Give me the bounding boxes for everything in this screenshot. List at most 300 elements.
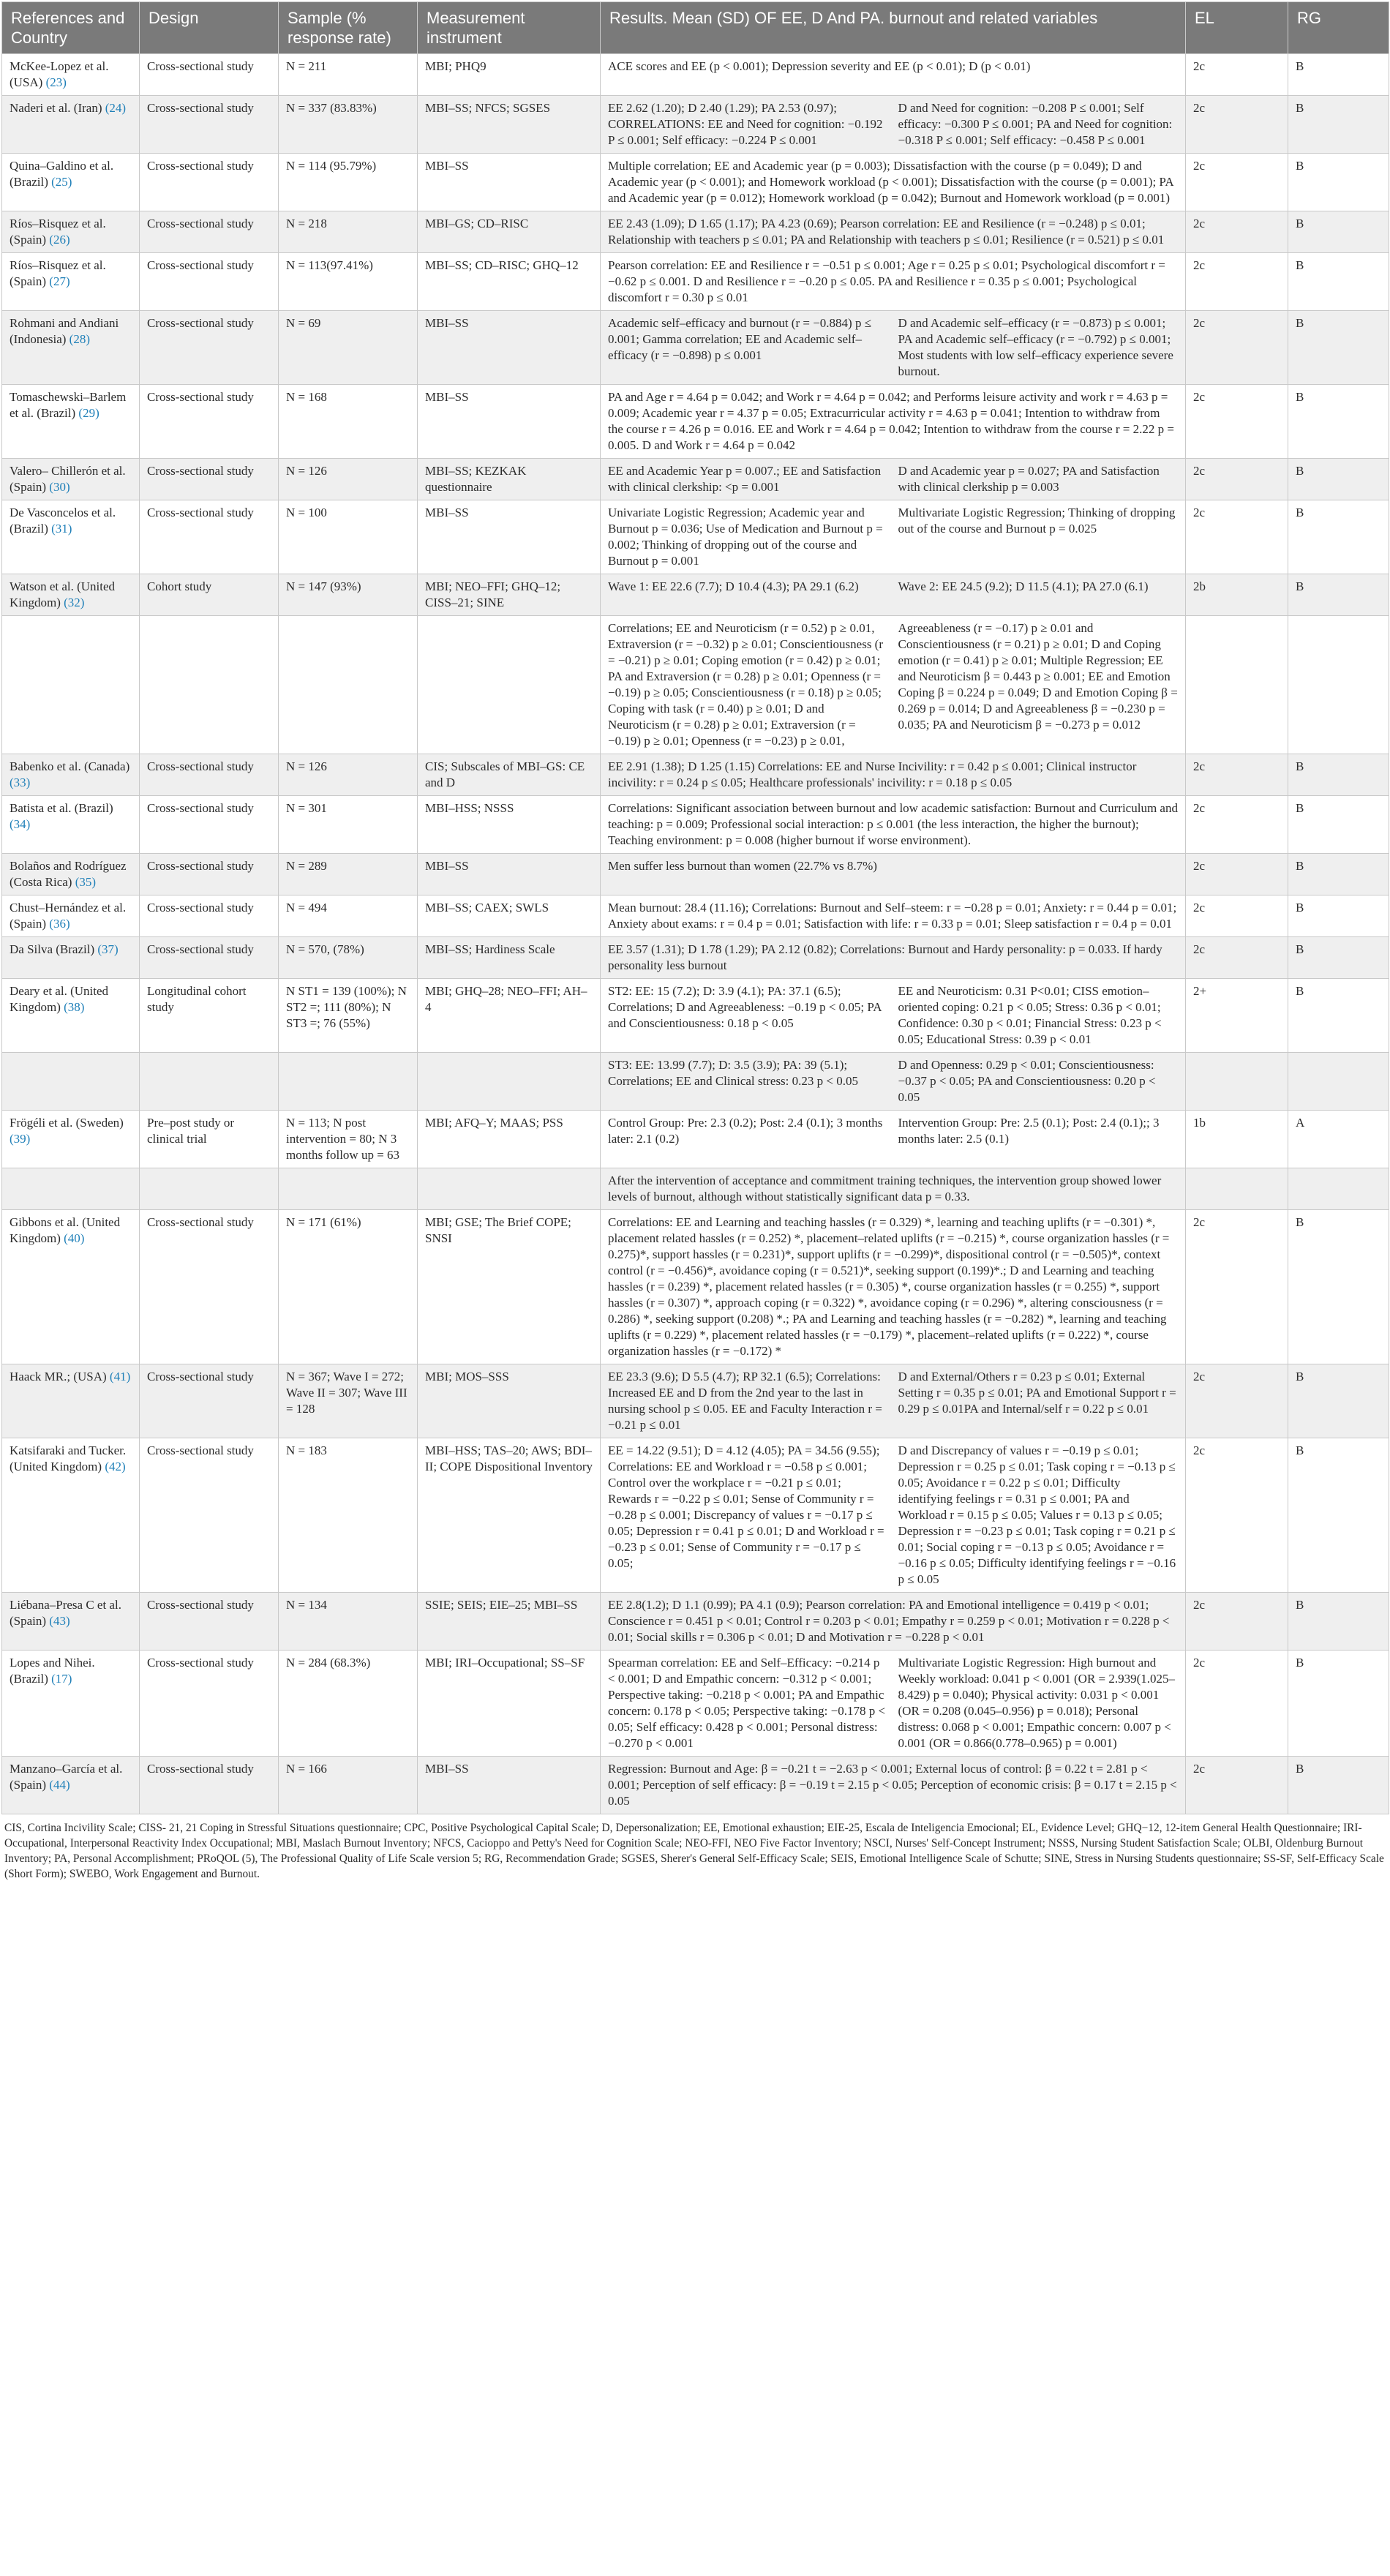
results-right: D and Need for cognition: −0.208 P ≤ 0.001; Self efficacy: −0.300 P ≤ 0.001; PA and Need for cognition: −0.318 P ≤ 0.001; Self efficacy: −0.458 P ≤ 0.001 xyxy=(898,101,1173,147)
cell-sample: N = 337 (83.83%) xyxy=(279,96,418,154)
cell-reference xyxy=(2,937,140,979)
citation-link[interactable]: (30) xyxy=(49,480,70,494)
cell-recommendation-grade: B xyxy=(1288,979,1389,1053)
reference-name: Babenko et al. (Canada) xyxy=(10,759,130,773)
reference-name: Ríos–Risquez et al. (Spain) xyxy=(10,217,106,247)
results-split xyxy=(608,1369,1178,1433)
cell-instrument: MBI–SS xyxy=(418,1757,601,1814)
citation-link[interactable]: (23) xyxy=(45,75,67,89)
reference-name: Quina–Galdino et al. (Brazil) xyxy=(10,159,114,189)
cell-evidence-level: 2c xyxy=(1186,459,1288,500)
cell-recommendation-grade: B xyxy=(1288,54,1389,96)
results-left: ST3: EE: 13.99 (7.7); D: 3.5 (3.9); PA: 39 (5.1); Correlations; EE and Clinical stress: 0.23 p < 0.05 xyxy=(608,1058,858,1088)
cell-reference xyxy=(2,1053,140,1111)
cell-results: EE 2.43 (1.09); D 1.65 (1.17); PA 4.23 (0.69); Pearson correlation: EE and Resilience (r = −0.248) p ≤ 0.01; Relationship with teachers p ≤ 0.01; PA and Relationship with teachers p ≤ 0.01; Resilience (r = 0.521) p ≤ 0.01 xyxy=(601,211,1186,253)
table-row xyxy=(2,154,1389,211)
cell-evidence-level: 2c xyxy=(1186,937,1288,979)
cell-instrument: MBI–SS xyxy=(418,854,601,895)
cell-evidence-level: 2c xyxy=(1186,500,1288,574)
cell-instrument xyxy=(418,616,601,754)
cell-recommendation-grade: B xyxy=(1288,574,1389,616)
cell-sample: N = 183 xyxy=(279,1438,418,1593)
cell-sample: N = 126 xyxy=(279,754,418,796)
cell-reference xyxy=(2,1651,140,1757)
results-left: Univariate Logistic Regression; Academic year and Burnout p = 0.036; Use of Medication and Burnout p = 0.002; Thinking of dropping out of the course and Burnout p = 0.001 xyxy=(608,506,883,568)
cell-recommendation-grade xyxy=(1288,616,1389,754)
table-row xyxy=(2,796,1389,854)
cell-reference xyxy=(2,154,140,211)
col-header-sample: Sample (% response rate) xyxy=(279,2,418,54)
cell-design xyxy=(140,616,279,754)
citation-link[interactable]: (34) xyxy=(10,817,31,831)
citation-link[interactable]: (35) xyxy=(75,875,97,889)
reference-name: Frögéli et al. (Sweden) xyxy=(10,1116,124,1130)
cell-evidence-level: 2c xyxy=(1186,211,1288,253)
results-right: D and Discrepancy of values r = −0.19 p ≤ 0.01; Depression r = 0.25 p ≤ 0.01; Task coping r = −0.13 p ≤ 0.05; Avoidance r = 0.22 p ≤ 0.01; Difficulty identifying feelings r = 0.31 p ≤ 0.001; PA and Workload r = 0.15 p ≤ 0.05; Values r = 0.13 p ≤ 0.05; Depression r = −0.23 p ≤ 0.01; Task coping r = 0.21 p ≤ 0.01; Social coping r = −0.13 p ≤ 0.05; Avoidance r = −0.16 p ≤ 0.05; Difficulty identifying feelings r = −0.16 p ≤ 0.05 xyxy=(898,1443,1176,1586)
results-split xyxy=(608,315,1178,380)
cell-design: Cross-sectional study xyxy=(140,311,279,385)
cell-recommendation-grade: B xyxy=(1288,1593,1389,1651)
results-right: D and Openness: 0.29 p < 0.01; Conscientiousness: −0.37 p < 0.05; PA and Conscientiousness: 0.20 p < 0.05 xyxy=(898,1058,1156,1104)
citation-link[interactable]: (28) xyxy=(69,332,90,346)
citation-link[interactable]: (40) xyxy=(64,1231,85,1245)
cell-recommendation-grade: B xyxy=(1288,1438,1389,1593)
reference-name: Batista et al. (Brazil) xyxy=(10,801,113,815)
cell-reference xyxy=(2,1364,140,1438)
col-header-design: Design xyxy=(140,2,279,54)
cell-instrument: MBI–SS; NFCS; SGSES xyxy=(418,96,601,154)
cell-reference xyxy=(2,574,140,616)
results-right: D and Academic self–efficacy (r = −0.873) p ≤ 0.001; PA and Academic self–efficacy (r = −0.792) p ≤ 0.001; Most students with low self–efficacy experience severe burnout. xyxy=(898,316,1173,378)
cell-design: Pre–post study or clinical trial xyxy=(140,1111,279,1168)
citation-link[interactable]: (24) xyxy=(105,101,127,115)
table-row xyxy=(2,1210,1389,1364)
cell-design: Cross-sectional study xyxy=(140,459,279,500)
reference-name: Tomaschewski–Barlem et al. (Brazil) xyxy=(10,390,127,420)
cell-results: Correlations: EE and Learning and teaching hassles (r = 0.329) *, learning and teaching uplifts (r = −0.301) *, placement related hassles (r = 0.252) *, placement–related uplifts (r = −0.215) *, course organization hassles (r = 0.275)*, support hassles (r = 0.231)*, support uplifts (r = −0.299)*, dispositional control (r = −0.505)*, context control (r = −0.456)*, avoidance coping (r = 0.521)*, seeking support (0.199)*.; D and Learning and teaching hassles (r = 0.239) *, placement related hassles (r = 0.305) *, course organization hassles (r = 0.255) *, support hassles (r = 0.307) *, approach coping (r = 0.322) *, avoidance coping (r = 0.296) *, altering consciousness (r = 0.286) *, seeking support (0.208) *.; PA and Learning and teaching hassles (r = −0.282) *, learning and teaching uplifts (r = 0.229) *, placement related hassles (r = −0.179) *, placement–related uplifts (r = 0.222) *, course organization hassles (r = −0.172) * xyxy=(601,1210,1186,1364)
reference-name: Da Silva (Brazil) xyxy=(10,942,95,956)
cell-instrument xyxy=(418,1168,601,1210)
cell-design: Longitudinal cohort study xyxy=(140,979,279,1053)
cell-instrument: MBI–SS; CD–RISC; GHQ–12 xyxy=(418,253,601,311)
cell-results xyxy=(601,616,1186,754)
cell-results: EE 3.57 (1.31); D 1.78 (1.29); PA 2.12 (0.82); Correlations: Burnout and Hardy personality: p = 0.033. If hardy personality less burnout xyxy=(601,937,1186,979)
cell-results: EE 2.91 (1.38); D 1.25 (1.15) Correlations: EE and Nurse Incivility: r = 0.42 p ≤ 0.001; Clinical instructor incivility: r = 0.24 p ≤ 0.05; Healthcare professionals' incivility: r = 0.18 p ≤ 0.05 xyxy=(601,754,1186,796)
cell-evidence-level: 2c xyxy=(1186,154,1288,211)
results-left: EE = 14.22 (9.51); D = 4.12 (4.05); PA = 34.56 (9.55); Correlations: EE and Workload r = −0.58 p ≤ 0.001; Control over the workplace r = −0.21 p ≤ 0.01; Rewards r = −0.22 p ≤ 0.01; Sense of Community r = −0.28 p ≤ 0.001; Discrepancy of values r = −0.17 p ≤ 0.05; Depression r = 0.41 p ≤ 0.01; D and Workload r = −0.23 p ≤ 0.01; Sense of Community r = −0.17 p ≤ 0.05; xyxy=(608,1443,884,1570)
col-header-rg: RG xyxy=(1288,2,1389,54)
cell-sample: N ST1 = 139 (100%); N ST2 =; 111 (80%); N ST3 =; 76 (55%) xyxy=(279,979,418,1053)
results-right: Agreeableness (r = −0.17) p ≥ 0.01 and Conscientiousness (r = 0.21) p ≥ 0.01; D and Coping emotion (r = 0.41) p ≥ 0.01; Multiple Regression; EE and Neuroticism β = 0.443 p ≥ 0.001; EE and Emotion Coping β = 0.224 p = 0.049; D and Emotion Coping β = 0.269 p = 0.014; D and Agreeableness β = −0.230 p = 0.035; PA and Neuroticism β = −0.273 p = 0.012 xyxy=(898,621,1178,732)
table-row xyxy=(2,1651,1389,1757)
results-right: EE and Neuroticism: 0.31 P<0.01; CISS emotion–oriented coping: 0.21 p < 0.05; Stress: 0.36 p < 0.01; Confidence: 0.30 p < 0.01; Financial Stress: 0.23 p < 0.05; Educational Stress: 0.39 p < 0.01 xyxy=(898,984,1162,1046)
citation-link[interactable]: (27) xyxy=(49,274,70,288)
cell-reference xyxy=(2,96,140,154)
cell-sample: N = 100 xyxy=(279,500,418,574)
results-right: Wave 2: EE 24.5 (9.2); D 11.5 (4.1); PA 27.0 (6.1) xyxy=(898,579,1149,593)
cell-instrument: MBI; GSE; The Brief COPE; SNSI xyxy=(418,1210,601,1364)
results-left: EE 23.3 (9.6); D 5.5 (4.7); RP 32.1 (6.5); Correlations: Increased EE and D from the 2nd year to the last in nursing school p ≤ 0.05. EE and Faculty Interaction r = −0.21 p ≤ 0.01 xyxy=(608,1370,882,1432)
cell-reference xyxy=(2,311,140,385)
col-header-instrument: Measurement instrument xyxy=(418,2,601,54)
cell-results: EE 2.8(1.2); D 1.1 (0.99); PA 4.1 (0.9); Pearson correlation: PA and Emotional intelligence = 0.419 p < 0.01; Conscience r = 0.451 p < 0.01; Control r = 0.203 p < 0.01; Empathy r = 0.259 p < 0.01; Motivation r = 0.228 p < 0.01; Social skills r = 0.306 p < 0.01; D and Motivation r = −0.228 p < 0.01 xyxy=(601,1593,1186,1651)
cell-design: Cross-sectional study xyxy=(140,211,279,253)
reference-name: Deary et al. (United Kingdom) xyxy=(10,984,108,1014)
cell-evidence-level: 2b xyxy=(1186,574,1288,616)
table-row xyxy=(2,311,1389,385)
cell-sample: N = 171 (61%) xyxy=(279,1210,418,1364)
cell-instrument: MBI; AFQ–Y; MAAS; PSS xyxy=(418,1111,601,1168)
cell-reference xyxy=(2,1168,140,1210)
cell-sample: N = 166 xyxy=(279,1757,418,1814)
cell-reference xyxy=(2,1210,140,1364)
table-row xyxy=(2,1364,1389,1438)
table-row xyxy=(2,979,1389,1053)
cell-instrument xyxy=(418,1053,601,1111)
results-split xyxy=(608,505,1178,569)
cell-reference xyxy=(2,854,140,895)
citation-link[interactable]: (41) xyxy=(109,1370,131,1383)
results-left: Academic self–efficacy and burnout (r = −0.884) p ≤ 0.001; Gamma correlation; EE and Academic self–efficacy (r = −0.898) p ≤ 0.001 xyxy=(608,316,872,362)
cell-sample: N = 367; Wave I = 272; Wave II = 307; Wave III = 128 xyxy=(279,1364,418,1438)
cell-instrument: MBI–SS xyxy=(418,311,601,385)
citation-link[interactable]: (42) xyxy=(105,1460,126,1473)
cell-recommendation-grade: B xyxy=(1288,754,1389,796)
cell-reference xyxy=(2,1757,140,1814)
reference-name: Haack MR.; (USA) xyxy=(10,1370,107,1383)
cell-results: Correlations: Significant association between burnout and low academic satisfaction: Burnout and Curriculum and teaching: p = 0.009; Professional social interaction: p ≤ 0.001 (the less interaction, the higher the burnout); Teaching environment: p = 0.008 (higher burnout if worse environment). xyxy=(601,796,1186,854)
cell-design: Cross-sectional study xyxy=(140,1651,279,1757)
cell-instrument: MBI; MOS–SSS xyxy=(418,1364,601,1438)
cell-sample: N = 147 (93%) xyxy=(279,574,418,616)
cell-results: Regression: Burnout and Age: β = −0.21 t = −2.63 p < 0.001; External locus of control: β = 0.22 t = 2.81 p < 0.001; Perception of self efficacy: β = −0.19 t = 2.15 p < 0.05; Perception of economic crisis: β = 0.17 t = 2.15 p < 0.05 xyxy=(601,1757,1186,1814)
cell-reference xyxy=(2,500,140,574)
cell-sample: N = 218 xyxy=(279,211,418,253)
citation-link[interactable]: (39) xyxy=(10,1132,31,1146)
reference-name: Gibbons et al. (United Kingdom) xyxy=(10,1215,121,1245)
reference-name: Rohmani and Andiani (Indonesia) xyxy=(10,316,119,346)
table-row xyxy=(2,1168,1389,1210)
cell-evidence-level: 2c xyxy=(1186,311,1288,385)
cell-reference xyxy=(2,796,140,854)
cell-reference xyxy=(2,1111,140,1168)
table-body xyxy=(2,54,1389,1814)
cell-design: Cohort study xyxy=(140,574,279,616)
cell-results xyxy=(601,311,1186,385)
reference-name: Watson et al. (United Kingdom) xyxy=(10,579,116,609)
cell-design: Cross-sectional study xyxy=(140,1593,279,1651)
reference-name: Bolaños and Rodríguez (Costa Rica) xyxy=(10,859,127,889)
cell-results: ACE scores and EE (p < 0.001); Depression severity and EE (p < 0.01); D (p < 0.01) xyxy=(601,54,1186,96)
reference-name: Manzano–García et al. (Spain) xyxy=(10,1762,123,1792)
col-header-references: References and Country xyxy=(2,2,140,54)
citation-link[interactable]: (29) xyxy=(78,406,99,420)
cell-evidence-level xyxy=(1186,1168,1288,1210)
cell-sample: N = 211 xyxy=(279,54,418,96)
cell-sample xyxy=(279,616,418,754)
cell-recommendation-grade: B xyxy=(1288,1210,1389,1364)
cell-sample: N = 168 xyxy=(279,385,418,459)
cell-results xyxy=(601,574,1186,616)
results-right: Intervention Group: Pre: 2.5 (0.1); Post: 2.4 (0.1);; 3 months later: 2.5 (0.1) xyxy=(898,1116,1160,1146)
cell-instrument: MBI; PHQ9 xyxy=(418,54,601,96)
cell-results xyxy=(601,979,1186,1053)
citation-link[interactable]: (25) xyxy=(51,175,72,189)
table-row xyxy=(2,1111,1389,1168)
cell-sample: N = 284 (68.3%) xyxy=(279,1651,418,1757)
cell-design: Cross-sectional study xyxy=(140,1210,279,1364)
table-row xyxy=(2,96,1389,154)
results-left: EE 2.62 (1.20); D 2.40 (1.29); PA 2.53 (0.97); CORRELATIONS: EE and Need for cognition: −0.192 P ≤ 0.001; Self efficacy: −0.224 P ≤ 0.001 xyxy=(608,101,883,147)
cell-evidence-level: 2c xyxy=(1186,1210,1288,1364)
cell-results: After the intervention of acceptance and commitment training techniques, the intervention group showed lower levels of burnout, although without statistically significant data p = 0.33. xyxy=(601,1168,1186,1210)
cell-reference xyxy=(2,754,140,796)
cell-design: Cross-sectional study xyxy=(140,1364,279,1438)
table-row xyxy=(2,616,1389,754)
cell-sample: N = 69 xyxy=(279,311,418,385)
cell-design xyxy=(140,1053,279,1111)
results-split xyxy=(608,1655,1178,1751)
cell-instrument: SSIE; SEIS; EIE–25; MBI–SS xyxy=(418,1593,601,1651)
cell-sample: N = 113(97.41%) xyxy=(279,253,418,311)
cell-evidence-level xyxy=(1186,616,1288,754)
cell-design: Cross-sectional study xyxy=(140,754,279,796)
results-left: Spearman correlation: EE and Self–Efficacy: −0.214 p < 0.001; D and Empathic concern: −0.312 p < 0.001; Perspective taking: −0.218 p < 0.001; PA and Empathic concern: 0.178 p < 0.05; Perspective taking: −0.178 p < 0.05; Self efficacy: 0.428 p < 0.001; Personal distress: −0.270 p < 0.001 xyxy=(608,1656,886,1750)
table-row xyxy=(2,574,1389,616)
cell-recommendation-grade: B xyxy=(1288,154,1389,211)
cell-design: Cross-sectional study xyxy=(140,96,279,154)
results-left: Control Group: Pre: 2.3 (0.2); Post: 2.4 (0.1); 3 months later: 2.1 (0.2) xyxy=(608,1116,883,1146)
cell-design: Cross-sectional study xyxy=(140,895,279,937)
cell-evidence-level: 2c xyxy=(1186,1651,1288,1757)
cell-instrument: MBI–SS; KEZKAK questionnaire xyxy=(418,459,601,500)
citation-link[interactable]: (32) xyxy=(64,596,85,609)
cell-instrument: MBI; GHQ–28; NEO–FFI; AH–4 xyxy=(418,979,601,1053)
cell-evidence-level: 1b xyxy=(1186,1111,1288,1168)
results-right: Multivariate Logistic Regression; Thinking of dropping out of the course and Burnout p = 0.025 xyxy=(898,506,1176,536)
cell-sample: N = 126 xyxy=(279,459,418,500)
reference-name: De Vasconcelos et al. (Brazil) xyxy=(10,506,116,536)
citation-link[interactable]: (31) xyxy=(51,522,72,536)
citation-link[interactable]: (17) xyxy=(51,1672,72,1686)
header-row xyxy=(2,2,1389,54)
cell-evidence-level: 2+ xyxy=(1186,979,1288,1053)
results-table xyxy=(1,1,1389,1814)
cell-recommendation-grade: B xyxy=(1288,500,1389,574)
cell-design: Cross-sectional study xyxy=(140,253,279,311)
table-row xyxy=(2,459,1389,500)
table-row xyxy=(2,211,1389,253)
reference-name: Naderi et al. (Iran) xyxy=(10,101,102,115)
cell-instrument: MBI–SS xyxy=(418,385,601,459)
results-split xyxy=(608,579,1178,595)
cell-instrument: CIS; Subscales of MBI–GS: CE and D xyxy=(418,754,601,796)
cell-design: Cross-sectional study xyxy=(140,937,279,979)
cell-reference xyxy=(2,979,140,1053)
cell-design: Cross-sectional study xyxy=(140,385,279,459)
cell-results: Pearson correlation: EE and Resilience r = −0.51 p ≤ 0.001; Age r = 0.25 p ≤ 0.01; Psychological discomfort r = −0.62 p ≤ 0.001. D and Resilience r = −0.20 p ≤ 0.05. PA and Resilience r = 0.35 p ≤ 0.001; Psychological discomfort r = 0.30 p ≤ 0.01 xyxy=(601,253,1186,311)
cell-evidence-level: 2c xyxy=(1186,796,1288,854)
col-header-results: Results. Mean (SD) OF EE, D And PA. burnout and related variables xyxy=(601,2,1186,54)
results-split xyxy=(608,1057,1178,1105)
cell-instrument: MBI; IRI–Occupational; SS–SF xyxy=(418,1651,601,1757)
table-row xyxy=(2,253,1389,311)
table-footnote: CIS, Cortina Incivility Scale; CISS- 21, 21 Coping in Stressful Situations questionnaire; CPC, Positive Psychological Capital Scale; D, Depersonalization; EE, Emotional exhaustion; EIE-25, Escala de Inteligencia Emocional; EL, Evidence Level; GHQ−12, 12-item General Health Questionnaire; IRI- Occupational, Interpersonal Reactivity Index Occupational; MBI, Maslach Burnout Inventory; NFCS, Cacioppo and Petty's Need for Cognition Scale; NEO-FFI, NEO Five Factor Inventory; NSCI, Nurses' Self-Concept Instrument; NSSS, Nursing Student Satisfaction Scale; OLBI, Oldenburg Burnout Inventory; PA, Personal Accomplishment; PRoQOL (5), The Professional Quality of Life Scale version 5; RG, Recommendation Grade; SGSES, Sherer's General Self-Efficacy Scale; SEIS, Emotional Intelligence Scale of Schutte; SINE, Stress in Nursing Students questionnaire; SS-SF, Self-Efficacy Scale (Short Form); SWEBO, Work Engagement and Burnout. xyxy=(4,1822,1384,1880)
reference-name: Valero– Chillerón et al. (Spain) xyxy=(10,464,126,494)
table-row xyxy=(2,54,1389,96)
cell-results xyxy=(601,1438,1186,1593)
cell-reference xyxy=(2,1593,140,1651)
results-split xyxy=(608,1443,1178,1588)
cell-sample xyxy=(279,1168,418,1210)
cell-design: Cross-sectional study xyxy=(140,1438,279,1593)
reference-name: Katsifaraki and Tucker. (United Kingdom) xyxy=(10,1443,127,1473)
citation-link[interactable]: (44) xyxy=(49,1778,70,1792)
reference-name: Ríos–Risquez et al. (Spain) xyxy=(10,258,106,288)
cell-recommendation-grade xyxy=(1288,1168,1389,1210)
cell-results: Mean burnout: 28.4 (11.16); Correlations: Burnout and Self–steem: r = −0.28 p = 0.01; Anxiety: r = 0.44 p = 0.01; Anxiety about exams: r = 0.4 p = 0.01; Satisfaction with life: r = 0.33 p = 0.01; Sleep satisfaction r = 0.4 p = 0.01 xyxy=(601,895,1186,937)
cell-recommendation-grade: B xyxy=(1288,211,1389,253)
table-row xyxy=(2,1053,1389,1111)
cell-reference xyxy=(2,1438,140,1593)
results-split xyxy=(608,463,1178,495)
results-right: Multivariate Logistic Regression: High burnout and Weekly workload: 0.041 p < 0.001 (OR = 2.939(1.025–8.429) p = 0.040); Physical activity: 0.031 p < 0.001 (OR = 0.208 (0.045–0.956) p = 0.018); Personal distress: 0.068 p < 0.001; Empathic concern: 0.007 p < 0.001 (OR = 0.866(0.778–0.965) p = 0.001) xyxy=(898,1656,1176,1750)
cell-design: Cross-sectional study xyxy=(140,500,279,574)
cell-results: Men suffer less burnout than women (22.7% vs 8.7%) xyxy=(601,854,1186,895)
cell-sample: N = 494 xyxy=(279,895,418,937)
cell-recommendation-grade: A xyxy=(1288,1111,1389,1168)
cell-evidence-level xyxy=(1186,1053,1288,1111)
results-split xyxy=(608,620,1178,749)
cell-recommendation-grade: B xyxy=(1288,385,1389,459)
results-right: D and External/Others r = 0.23 p ≤ 0.01; External Setting r = 0.35 p ≤ 0.01; PA and Emotional Support r = 0.29 p ≤ 0.01PA and Internal/self r = 0.22 p ≤ 0.01 xyxy=(898,1370,1176,1416)
cell-evidence-level: 2c xyxy=(1186,96,1288,154)
cell-instrument: MBI–SS; Hardiness Scale xyxy=(418,937,601,979)
cell-sample: N = 570, (78%) xyxy=(279,937,418,979)
results-left: Correlations; EE and Neuroticism (r = 0.52) p ≥ 0.01, Extraversion (r = −0.32) p ≥ 0.01; Conscientiousness (r = −0.21) p ≥ 0.01; Coping emotion (r = 0.42) p ≥ 0.01; PA and Extraversion (r = 0.28) p ≥ 0.01; Openness (r = −0.19) p ≥ 0.05; Conscientiousness (r = 0.18) p ≥ 0.05; Coping with task (r = 0.40) p ≥ 0.01; D and Neuroticism (r = 0.28) p ≥ 0.01; Extraversion (r = −0.19) p ≥ 0.01; Openness (r = −0.23) p ≥ 0.01, xyxy=(608,621,884,748)
reference-name: Liébana–Presa C et al. (Spain) xyxy=(10,1598,121,1628)
cell-results xyxy=(601,1651,1186,1757)
citation-link[interactable]: (36) xyxy=(49,917,70,931)
cell-evidence-level: 2c xyxy=(1186,54,1288,96)
cell-recommendation-grade: B xyxy=(1288,854,1389,895)
cell-reference xyxy=(2,385,140,459)
table-row xyxy=(2,895,1389,937)
cell-evidence-level: 2c xyxy=(1186,253,1288,311)
cell-results xyxy=(601,1111,1186,1168)
cell-design: Cross-sectional study xyxy=(140,854,279,895)
cell-results xyxy=(601,96,1186,154)
cell-recommendation-grade: B xyxy=(1288,96,1389,154)
cell-reference xyxy=(2,54,140,96)
cell-recommendation-grade: B xyxy=(1288,311,1389,385)
cell-recommendation-grade: B xyxy=(1288,1757,1389,1814)
cell-reference xyxy=(2,211,140,253)
cell-recommendation-grade: B xyxy=(1288,1651,1389,1757)
cell-results xyxy=(601,500,1186,574)
citation-link[interactable]: (38) xyxy=(64,1000,85,1014)
cell-instrument: MBI; NEO–FFI; GHQ–12; CISS–21; SINE xyxy=(418,574,601,616)
cell-results xyxy=(601,1364,1186,1438)
cell-instrument: MBI–SS; CAEX; SWLS xyxy=(418,895,601,937)
col-header-el: EL xyxy=(1186,2,1288,54)
cell-recommendation-grade xyxy=(1288,1053,1389,1111)
citation-link[interactable]: (37) xyxy=(97,942,119,956)
cell-reference xyxy=(2,895,140,937)
table-row xyxy=(2,1757,1389,1814)
cell-results: Multiple correlation; EE and Academic year (p = 0.003); Dissatisfaction with the course (p = 0.049); D and Academic year (p < 0.001); and Homework workload (p < 0.001); Dissatisfaction with the course (p = 0.001); PA and Academic year (p = 0.012); Homework workload (p = 0.042); Burnout and Homework workload (p = 0.001) xyxy=(601,154,1186,211)
cell-evidence-level: 2c xyxy=(1186,754,1288,796)
cell-evidence-level: 2c xyxy=(1186,1438,1288,1593)
cell-recommendation-grade: B xyxy=(1288,1364,1389,1438)
cell-evidence-level: 2c xyxy=(1186,854,1288,895)
results-left: Wave 1: EE 22.6 (7.7); D 10.4 (4.3); PA 29.1 (6.2) xyxy=(608,579,859,593)
citation-link[interactable]: (33) xyxy=(10,776,31,789)
cell-reference xyxy=(2,459,140,500)
reference-name: McKee-Lopez et al. (USA) xyxy=(10,59,109,89)
cell-sample: N = 113; N post intervention = 80; N 3 months follow up = 63 xyxy=(279,1111,418,1168)
results-split xyxy=(608,983,1178,1048)
cell-results xyxy=(601,1053,1186,1111)
cell-design: Cross-sectional study xyxy=(140,54,279,96)
cell-instrument: MBI–SS xyxy=(418,154,601,211)
results-split xyxy=(608,100,1178,149)
cell-recommendation-grade: B xyxy=(1288,253,1389,311)
cell-sample: N = 134 xyxy=(279,1593,418,1651)
cell-evidence-level: 2c xyxy=(1186,1593,1288,1651)
cell-design xyxy=(140,1168,279,1210)
cell-reference xyxy=(2,253,140,311)
results-left: EE and Academic Year p = 0.007.; EE and Satisfaction with clinical clerkship: <p = 0.001 xyxy=(608,464,882,494)
citation-link[interactable]: (43) xyxy=(49,1614,70,1628)
results-split xyxy=(608,1115,1178,1147)
table-row xyxy=(2,385,1389,459)
cell-evidence-level: 2c xyxy=(1186,1364,1288,1438)
cell-design: Cross-sectional study xyxy=(140,154,279,211)
cell-results: PA and Age r = 4.64 p = 0.042; and Work r = 4.64 p = 0.042; and Performs leisure activity and work r = 4.63 p = 0.009; Academic year r = 4.37 p = 0.05; Extracurricular activity r = 4.63 p = 0.041; Intention to withdraw from the course r = 4.26 p = 0.016. EE and Work r = 4.64 p = 0.042; Intention to withdraw from the course r = 2.22 p = 0.005. D and Work r = 4.64 p = 0.042 xyxy=(601,385,1186,459)
table-row xyxy=(2,754,1389,796)
table-row xyxy=(2,1438,1389,1593)
cell-evidence-level: 2c xyxy=(1186,895,1288,937)
cell-reference xyxy=(2,616,140,754)
cell-evidence-level: 2c xyxy=(1186,1757,1288,1814)
cell-sample: N = 301 xyxy=(279,796,418,854)
cell-sample: N = 289 xyxy=(279,854,418,895)
results-left: ST2: EE: 15 (7.2); D: 3.9 (4.1); PA: 37.1 (6.5); Correlations; D and Agreeableness: −0.19 p < 0.05; PA and Conscientiousness: 0.18 p < 0.05 xyxy=(608,984,882,1030)
table-row xyxy=(2,854,1389,895)
cell-instrument: MBI–GS; CD–RISC xyxy=(418,211,601,253)
cell-results xyxy=(601,459,1186,500)
cell-recommendation-grade: B xyxy=(1288,937,1389,979)
cell-sample: N = 114 (95.79%) xyxy=(279,154,418,211)
cell-design: Cross-sectional study xyxy=(140,796,279,854)
table-row xyxy=(2,937,1389,979)
reference-name: Chust–Hernández et al. (Spain) xyxy=(10,901,127,931)
citation-link[interactable]: (26) xyxy=(49,233,70,247)
table-row xyxy=(2,1593,1389,1651)
cell-design: Cross-sectional study xyxy=(140,1757,279,1814)
cell-recommendation-grade: B xyxy=(1288,895,1389,937)
table-row xyxy=(2,500,1389,574)
results-right: D and Academic year p = 0.027; PA and Satisfaction with clinical clerkship p = 0.003 xyxy=(898,464,1160,494)
cell-instrument: MBI–HSS; TAS–20; AWS; BDI–II; COPE Dispositional Inventory xyxy=(418,1438,601,1593)
cell-recommendation-grade: B xyxy=(1288,796,1389,854)
cell-instrument: MBI–HSS; NSSS xyxy=(418,796,601,854)
cell-evidence-level: 2c xyxy=(1186,385,1288,459)
cell-sample xyxy=(279,1053,418,1111)
cell-recommendation-grade: B xyxy=(1288,459,1389,500)
reference-name: Lopes and Nihei. (Brazil) xyxy=(10,1656,95,1686)
